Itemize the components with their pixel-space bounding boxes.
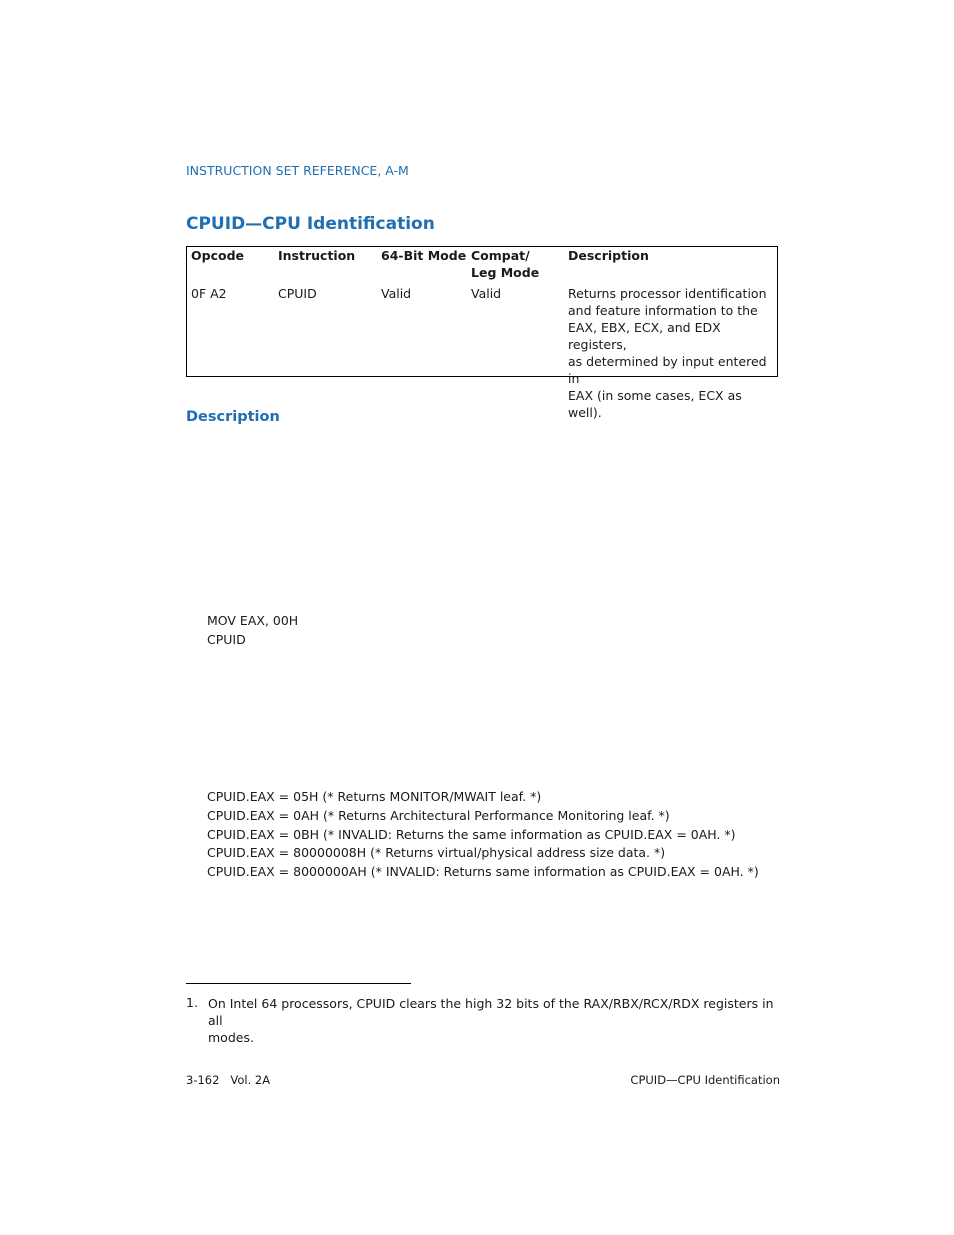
table-header-description: Description (568, 248, 649, 263)
description-line: EAX (in some cases, ECX as well). (568, 388, 742, 420)
footnote-line: modes. (208, 1030, 254, 1045)
footer-section-ref: CPUID—CPU Identification (630, 1073, 780, 1087)
table-cell-opcode: 0F A2 (191, 286, 227, 301)
footnote-text (208, 995, 778, 1046)
footnote-number: 1. (186, 995, 198, 1010)
footnote-divider (186, 983, 411, 984)
table-cell-instruction: CPUID (278, 286, 317, 301)
table-header-instruction: Instruction (278, 248, 356, 263)
code-line: MOV EAX, 00H (207, 613, 299, 628)
code-line: CPUID.EAX = 80000008H (* Returns virtual/physical address size data. *) (207, 845, 666, 860)
table-cell-compat: Valid (471, 286, 502, 301)
table-cell-description (568, 285, 778, 421)
description-line: Returns processor identification (568, 286, 767, 301)
page-title: CPUID—CPU Identification (186, 214, 435, 234)
code-line: CPUID.EAX = 05H (* Returns MONITOR/MWAIT leaf. *) (207, 789, 542, 804)
opcode-table (186, 246, 778, 420)
table-header-compat-line1: Compat/ (471, 248, 530, 263)
description-line: and feature information to the (568, 303, 758, 318)
code-line: CPUID.EAX = 0AH (* Returns Architectural Performance Monitoring leaf. *) (207, 808, 670, 823)
table-cell-64bit-mode: Valid (381, 286, 412, 301)
description-line: EAX, EBX, ECX, and EDX registers, (568, 320, 721, 352)
running-header: INSTRUCTION SET REFERENCE, A-M (186, 163, 409, 178)
table-header-64bit-mode: 64-Bit Mode (381, 248, 467, 263)
section-heading-description: Description (186, 409, 280, 425)
footer-page-ref: 3-162 Vol. 2A (186, 1073, 271, 1087)
footnote-line: On Intel 64 processors, CPUID clears the high 32 bits of the RAX/RBX/RCX/RDX registers in all (208, 996, 774, 1028)
description-line: as determined by input entered in (568, 354, 767, 386)
code-line: CPUID (207, 632, 246, 647)
table-header-compat-line2: Leg Mode (471, 265, 540, 280)
table-header-compat-leg-mode (471, 247, 539, 281)
table-header-opcode: Opcode (191, 248, 244, 263)
code-line: CPUID.EAX = 0BH (* INVALID: Returns the same information as CPUID.EAX = 0AH. *) (207, 827, 736, 842)
code-line: CPUID.EAX = 8000000AH (* INVALID: Returns same information as CPUID.EAX = 0AH. *) (207, 864, 759, 879)
